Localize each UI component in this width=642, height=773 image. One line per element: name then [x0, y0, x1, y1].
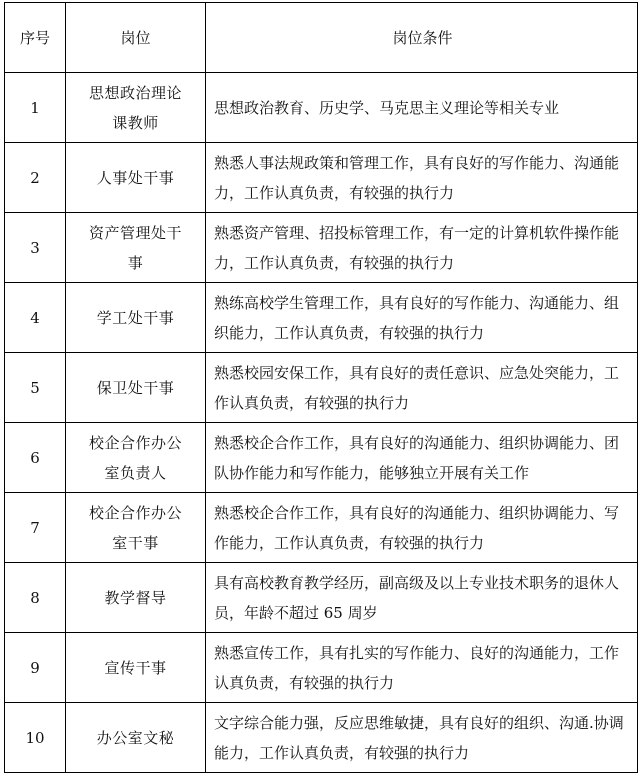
- table-row: [5, 423, 638, 493]
- table-row: [5, 213, 638, 283]
- row-no: 2: [5, 143, 66, 213]
- table-row: [5, 73, 638, 143]
- row-requirement: 熟悉校园安保工作，具有良好的责任意识、应急处突能力，工作认真负责，有较强的执行力: [206, 353, 638, 423]
- row-no: 1: [5, 73, 66, 143]
- header-position: 岗位: [66, 3, 206, 73]
- row-requirement: 熟悉校企合作工作，具有良好的沟通能力、组织协调能力、团队协作能力和写作能力，能够独立开展有关工作: [206, 423, 638, 493]
- table-row: [5, 353, 638, 423]
- row-position: 人事处干事: [66, 143, 206, 213]
- row-no: 5: [5, 353, 66, 423]
- row-position: 宣传干事: [66, 633, 206, 703]
- row-no: 6: [5, 423, 66, 493]
- table-row: [5, 283, 638, 353]
- row-position: 学工处干事: [66, 283, 206, 353]
- row-position: 思想政治理论课教师: [66, 73, 206, 143]
- row-requirement: 熟悉资产管理、招投标管理工作，有一定的计算机软件操作能力，工作认真负责，有较强的执行力: [206, 213, 638, 283]
- row-requirement: 熟悉宣传工作，具有扎实的写作能力、良好的沟通能力，工作认真负责，有较强的执行力: [206, 633, 638, 703]
- table-row: [5, 143, 638, 213]
- row-position: 保卫处干事: [66, 353, 206, 423]
- table-row: [5, 633, 638, 703]
- row-requirement: 具有高校教育教学经历，副高级及以上专业技术职务的退休人员，年龄不超过 65 周岁: [206, 563, 638, 633]
- row-requirement: 文字综合能力强，反应思维敏捷，具有良好的组织、沟通.协调能力，工作认真负责，有较强的执行力: [206, 703, 638, 773]
- row-position: 教学督导: [66, 563, 206, 633]
- row-requirement: 思想政治教育、历史学、马克思主义理论等相关专业: [206, 73, 638, 143]
- header-no: 序号: [5, 3, 66, 73]
- table-row: [5, 703, 638, 773]
- row-no: 8: [5, 563, 66, 633]
- row-requirement: 熟悉人事法规政策和管理工作，具有良好的写作能力、沟通能力，工作认真负责，有较强的执行力: [206, 143, 638, 213]
- row-position: 办公室文秘: [66, 703, 206, 773]
- row-no: 3: [5, 213, 66, 283]
- table-header-row: [5, 3, 638, 73]
- header-requirement: 岗位条件: [206, 3, 638, 73]
- row-position: 资产管理处干事: [66, 213, 206, 283]
- row-no: 7: [5, 493, 66, 563]
- row-position: 校企合作办公室负责人: [66, 423, 206, 493]
- row-requirement: 熟练高校学生管理工作，具有良好的写作能力、沟通能力、组织能力，工作认真负责，有较强的执行力: [206, 283, 638, 353]
- table-row: [5, 563, 638, 633]
- positions-table: [4, 2, 638, 773]
- table-row: [5, 493, 638, 563]
- row-no: 4: [5, 283, 66, 353]
- row-no: 10: [5, 703, 66, 773]
- row-no: 9: [5, 633, 66, 703]
- row-position: 校企合作办公室干事: [66, 493, 206, 563]
- row-requirement: 熟悉校企合作工作，具有良好的沟通能力、组织协调能力、写作能力，工作认真负责，有较强的执行力: [206, 493, 638, 563]
